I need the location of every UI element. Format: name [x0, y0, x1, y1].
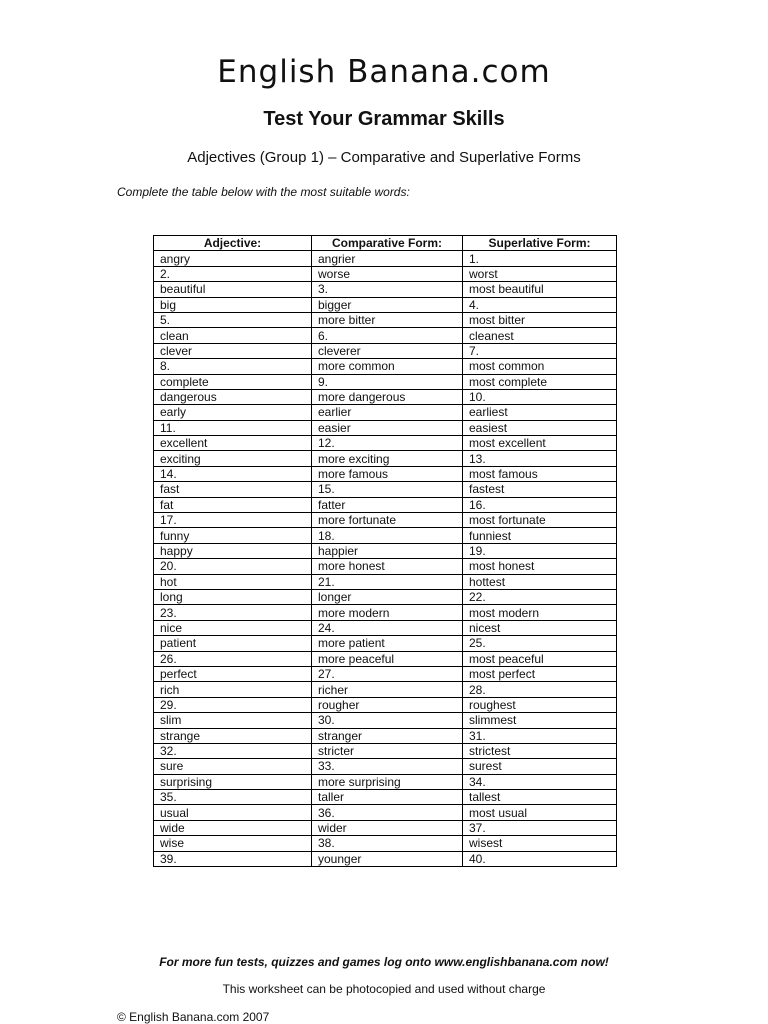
superlative-cell: 37. — [463, 820, 617, 835]
table-row — [154, 436, 617, 451]
superlative-cell: 31. — [463, 728, 617, 743]
adjective-cell: patient — [154, 636, 312, 651]
comparative-cell: 6. — [312, 328, 463, 343]
superlative-cell: hottest — [463, 574, 617, 589]
adjective-cell: fat — [154, 497, 312, 512]
comparative-cell: earlier — [312, 405, 463, 420]
table-row — [154, 820, 617, 835]
table-row — [154, 666, 617, 681]
table-row — [154, 266, 617, 281]
adjective-cell: hot — [154, 574, 312, 589]
comparative-cell: more dangerous — [312, 389, 463, 404]
comparative-cell: 15. — [312, 482, 463, 497]
comparative-cell: 9. — [312, 374, 463, 389]
superlative-cell: roughest — [463, 697, 617, 712]
table-row — [154, 836, 617, 851]
table-row — [154, 343, 617, 358]
superlative-cell: funniest — [463, 528, 617, 543]
superlative-cell: most complete — [463, 374, 617, 389]
comparative-cell: 24. — [312, 620, 463, 635]
table-row — [154, 359, 617, 374]
page-title: Test Your Grammar Skills — [263, 108, 505, 130]
comparative-cell: angrier — [312, 251, 463, 266]
table-row — [154, 451, 617, 466]
table-row — [154, 589, 617, 604]
adjective-cell: sure — [154, 759, 312, 774]
header-comparative: Comparative Form: — [312, 236, 463, 251]
superlative-cell: most common — [463, 359, 617, 374]
comparative-cell: richer — [312, 682, 463, 697]
comparative-cell: 12. — [312, 436, 463, 451]
adjective-cell: long — [154, 589, 312, 604]
superlative-cell: easiest — [463, 420, 617, 435]
adjective-cell: clean — [154, 328, 312, 343]
table-row — [154, 713, 617, 728]
adjective-cell: 8. — [154, 359, 312, 374]
comparative-cell: rougher — [312, 697, 463, 712]
adjective-cell: 26. — [154, 651, 312, 666]
brand-logo: English Banana.com — [217, 54, 551, 90]
superlative-cell: most bitter — [463, 312, 617, 327]
adjective-cell: early — [154, 405, 312, 420]
comparative-cell: more exciting — [312, 451, 463, 466]
superlative-cell: wisest — [463, 836, 617, 851]
superlative-cell: surest — [463, 759, 617, 774]
page-subtitle: Adjectives (Group 1) – Comparative and Superlative Forms — [187, 149, 581, 166]
superlative-cell: most famous — [463, 466, 617, 481]
table-row — [154, 282, 617, 297]
comparative-cell: 38. — [312, 836, 463, 851]
superlative-cell: slimmest — [463, 713, 617, 728]
copyright: © English Banana.com 2007 — [117, 1010, 270, 1024]
table-row — [154, 251, 617, 266]
table-row — [154, 497, 617, 512]
table-row — [154, 774, 617, 789]
adjective-cell: strange — [154, 728, 312, 743]
table-row — [154, 636, 617, 651]
superlative-cell: most excellent — [463, 436, 617, 451]
table-row — [154, 543, 617, 558]
comparative-cell: cleverer — [312, 343, 463, 358]
comparative-cell: bigger — [312, 297, 463, 312]
adjective-cell: 17. — [154, 513, 312, 528]
table-row — [154, 389, 617, 404]
comparative-cell: more surprising — [312, 774, 463, 789]
table-row — [154, 312, 617, 327]
table-row — [154, 851, 617, 866]
header-adjective: Adjective: — [154, 236, 312, 251]
adjective-cell: wise — [154, 836, 312, 851]
adjective-cell: fast — [154, 482, 312, 497]
table-row — [154, 728, 617, 743]
adjective-cell: exciting — [154, 451, 312, 466]
comparative-cell: 3. — [312, 282, 463, 297]
comparative-cell: stricter — [312, 743, 463, 758]
superlative-cell: cleanest — [463, 328, 617, 343]
adjective-cell: clever — [154, 343, 312, 358]
adjective-cell: nice — [154, 620, 312, 635]
superlative-cell: worst — [463, 266, 617, 281]
adjective-cell: angry — [154, 251, 312, 266]
instructions: Complete the table below with the most suitable words: — [117, 185, 410, 199]
superlative-cell: most perfect — [463, 666, 617, 681]
table-row — [154, 405, 617, 420]
superlative-cell: 22. — [463, 589, 617, 604]
superlative-cell: most modern — [463, 605, 617, 620]
table-row — [154, 605, 617, 620]
adjective-cell: 39. — [154, 851, 312, 866]
table-row — [154, 374, 617, 389]
comparative-cell: worse — [312, 266, 463, 281]
superlative-cell: 28. — [463, 682, 617, 697]
superlative-cell: earliest — [463, 405, 617, 420]
comparative-cell: more bitter — [312, 312, 463, 327]
superlative-cell: fastest — [463, 482, 617, 497]
table-header-row — [154, 236, 617, 251]
adjective-cell: 29. — [154, 697, 312, 712]
comparative-cell: fatter — [312, 497, 463, 512]
header-superlative: Superlative Form: — [463, 236, 617, 251]
table-body — [154, 251, 617, 867]
table-row — [154, 297, 617, 312]
comparative-cell: more peaceful — [312, 651, 463, 666]
comparative-cell: stranger — [312, 728, 463, 743]
adjective-cell: beautiful — [154, 282, 312, 297]
adjective-cell: 2. — [154, 266, 312, 281]
comparative-cell: more modern — [312, 605, 463, 620]
comparative-cell: easier — [312, 420, 463, 435]
photocopy-notice: This worksheet can be photocopied and used without charge — [222, 982, 546, 996]
table-row — [154, 482, 617, 497]
superlative-cell: 1. — [463, 251, 617, 266]
table-row — [154, 466, 617, 481]
comparative-cell: 21. — [312, 574, 463, 589]
superlative-cell: tallest — [463, 790, 617, 805]
table-row — [154, 759, 617, 774]
superlative-cell: 19. — [463, 543, 617, 558]
table-row — [154, 513, 617, 528]
adjective-cell: wide — [154, 820, 312, 835]
superlative-cell: 16. — [463, 497, 617, 512]
adjective-cell: funny — [154, 528, 312, 543]
table-row — [154, 559, 617, 574]
adjective-cell: 5. — [154, 312, 312, 327]
table-row — [154, 790, 617, 805]
comparative-cell: wider — [312, 820, 463, 835]
table-row — [154, 743, 617, 758]
adjective-cell: complete — [154, 374, 312, 389]
table-row — [154, 574, 617, 589]
adjective-cell: 20. — [154, 559, 312, 574]
superlative-cell: 40. — [463, 851, 617, 866]
table-row — [154, 420, 617, 435]
table-row — [154, 682, 617, 697]
comparative-cell: longer — [312, 589, 463, 604]
comparative-cell: younger — [312, 851, 463, 866]
comparative-cell: 30. — [312, 713, 463, 728]
superlative-cell: 10. — [463, 389, 617, 404]
adjective-cell: excellent — [154, 436, 312, 451]
table-row — [154, 328, 617, 343]
superlative-cell: strictest — [463, 743, 617, 758]
superlative-cell: most honest — [463, 559, 617, 574]
superlative-cell: 7. — [463, 343, 617, 358]
table-row — [154, 697, 617, 712]
superlative-cell: nicest — [463, 620, 617, 635]
superlative-cell: 4. — [463, 297, 617, 312]
adjective-cell: rich — [154, 682, 312, 697]
comparative-cell: 36. — [312, 805, 463, 820]
adjective-cell: big — [154, 297, 312, 312]
superlative-cell: most beautiful — [463, 282, 617, 297]
adjective-cell: slim — [154, 713, 312, 728]
comparative-cell: 27. — [312, 666, 463, 681]
table-row — [154, 620, 617, 635]
adjective-cell: usual — [154, 805, 312, 820]
table-row — [154, 651, 617, 666]
adjective-cell: 32. — [154, 743, 312, 758]
adjective-cell: 23. — [154, 605, 312, 620]
adjective-cell: dangerous — [154, 389, 312, 404]
adjective-table — [153, 235, 617, 867]
adjective-cell: surprising — [154, 774, 312, 789]
adjective-cell: 11. — [154, 420, 312, 435]
comparative-cell: more common — [312, 359, 463, 374]
adjective-cell: perfect — [154, 666, 312, 681]
adjective-cell: 35. — [154, 790, 312, 805]
comparative-cell: more patient — [312, 636, 463, 651]
superlative-cell: most peaceful — [463, 651, 617, 666]
promo-text: For more fun tests, quizzes and games log onto www.englishbanana.com now! — [159, 955, 609, 969]
adjective-cell: 14. — [154, 466, 312, 481]
comparative-cell: 33. — [312, 759, 463, 774]
superlative-cell: 13. — [463, 451, 617, 466]
comparative-cell: more famous — [312, 466, 463, 481]
comparative-cell: taller — [312, 790, 463, 805]
superlative-cell: 34. — [463, 774, 617, 789]
comparative-cell: more honest — [312, 559, 463, 574]
comparative-cell: happier — [312, 543, 463, 558]
adjective-cell: happy — [154, 543, 312, 558]
superlative-cell: 25. — [463, 636, 617, 651]
table-row — [154, 528, 617, 543]
comparative-cell: more fortunate — [312, 513, 463, 528]
table-row — [154, 805, 617, 820]
comparative-cell: 18. — [312, 528, 463, 543]
superlative-cell: most fortunate — [463, 513, 617, 528]
superlative-cell: most usual — [463, 805, 617, 820]
